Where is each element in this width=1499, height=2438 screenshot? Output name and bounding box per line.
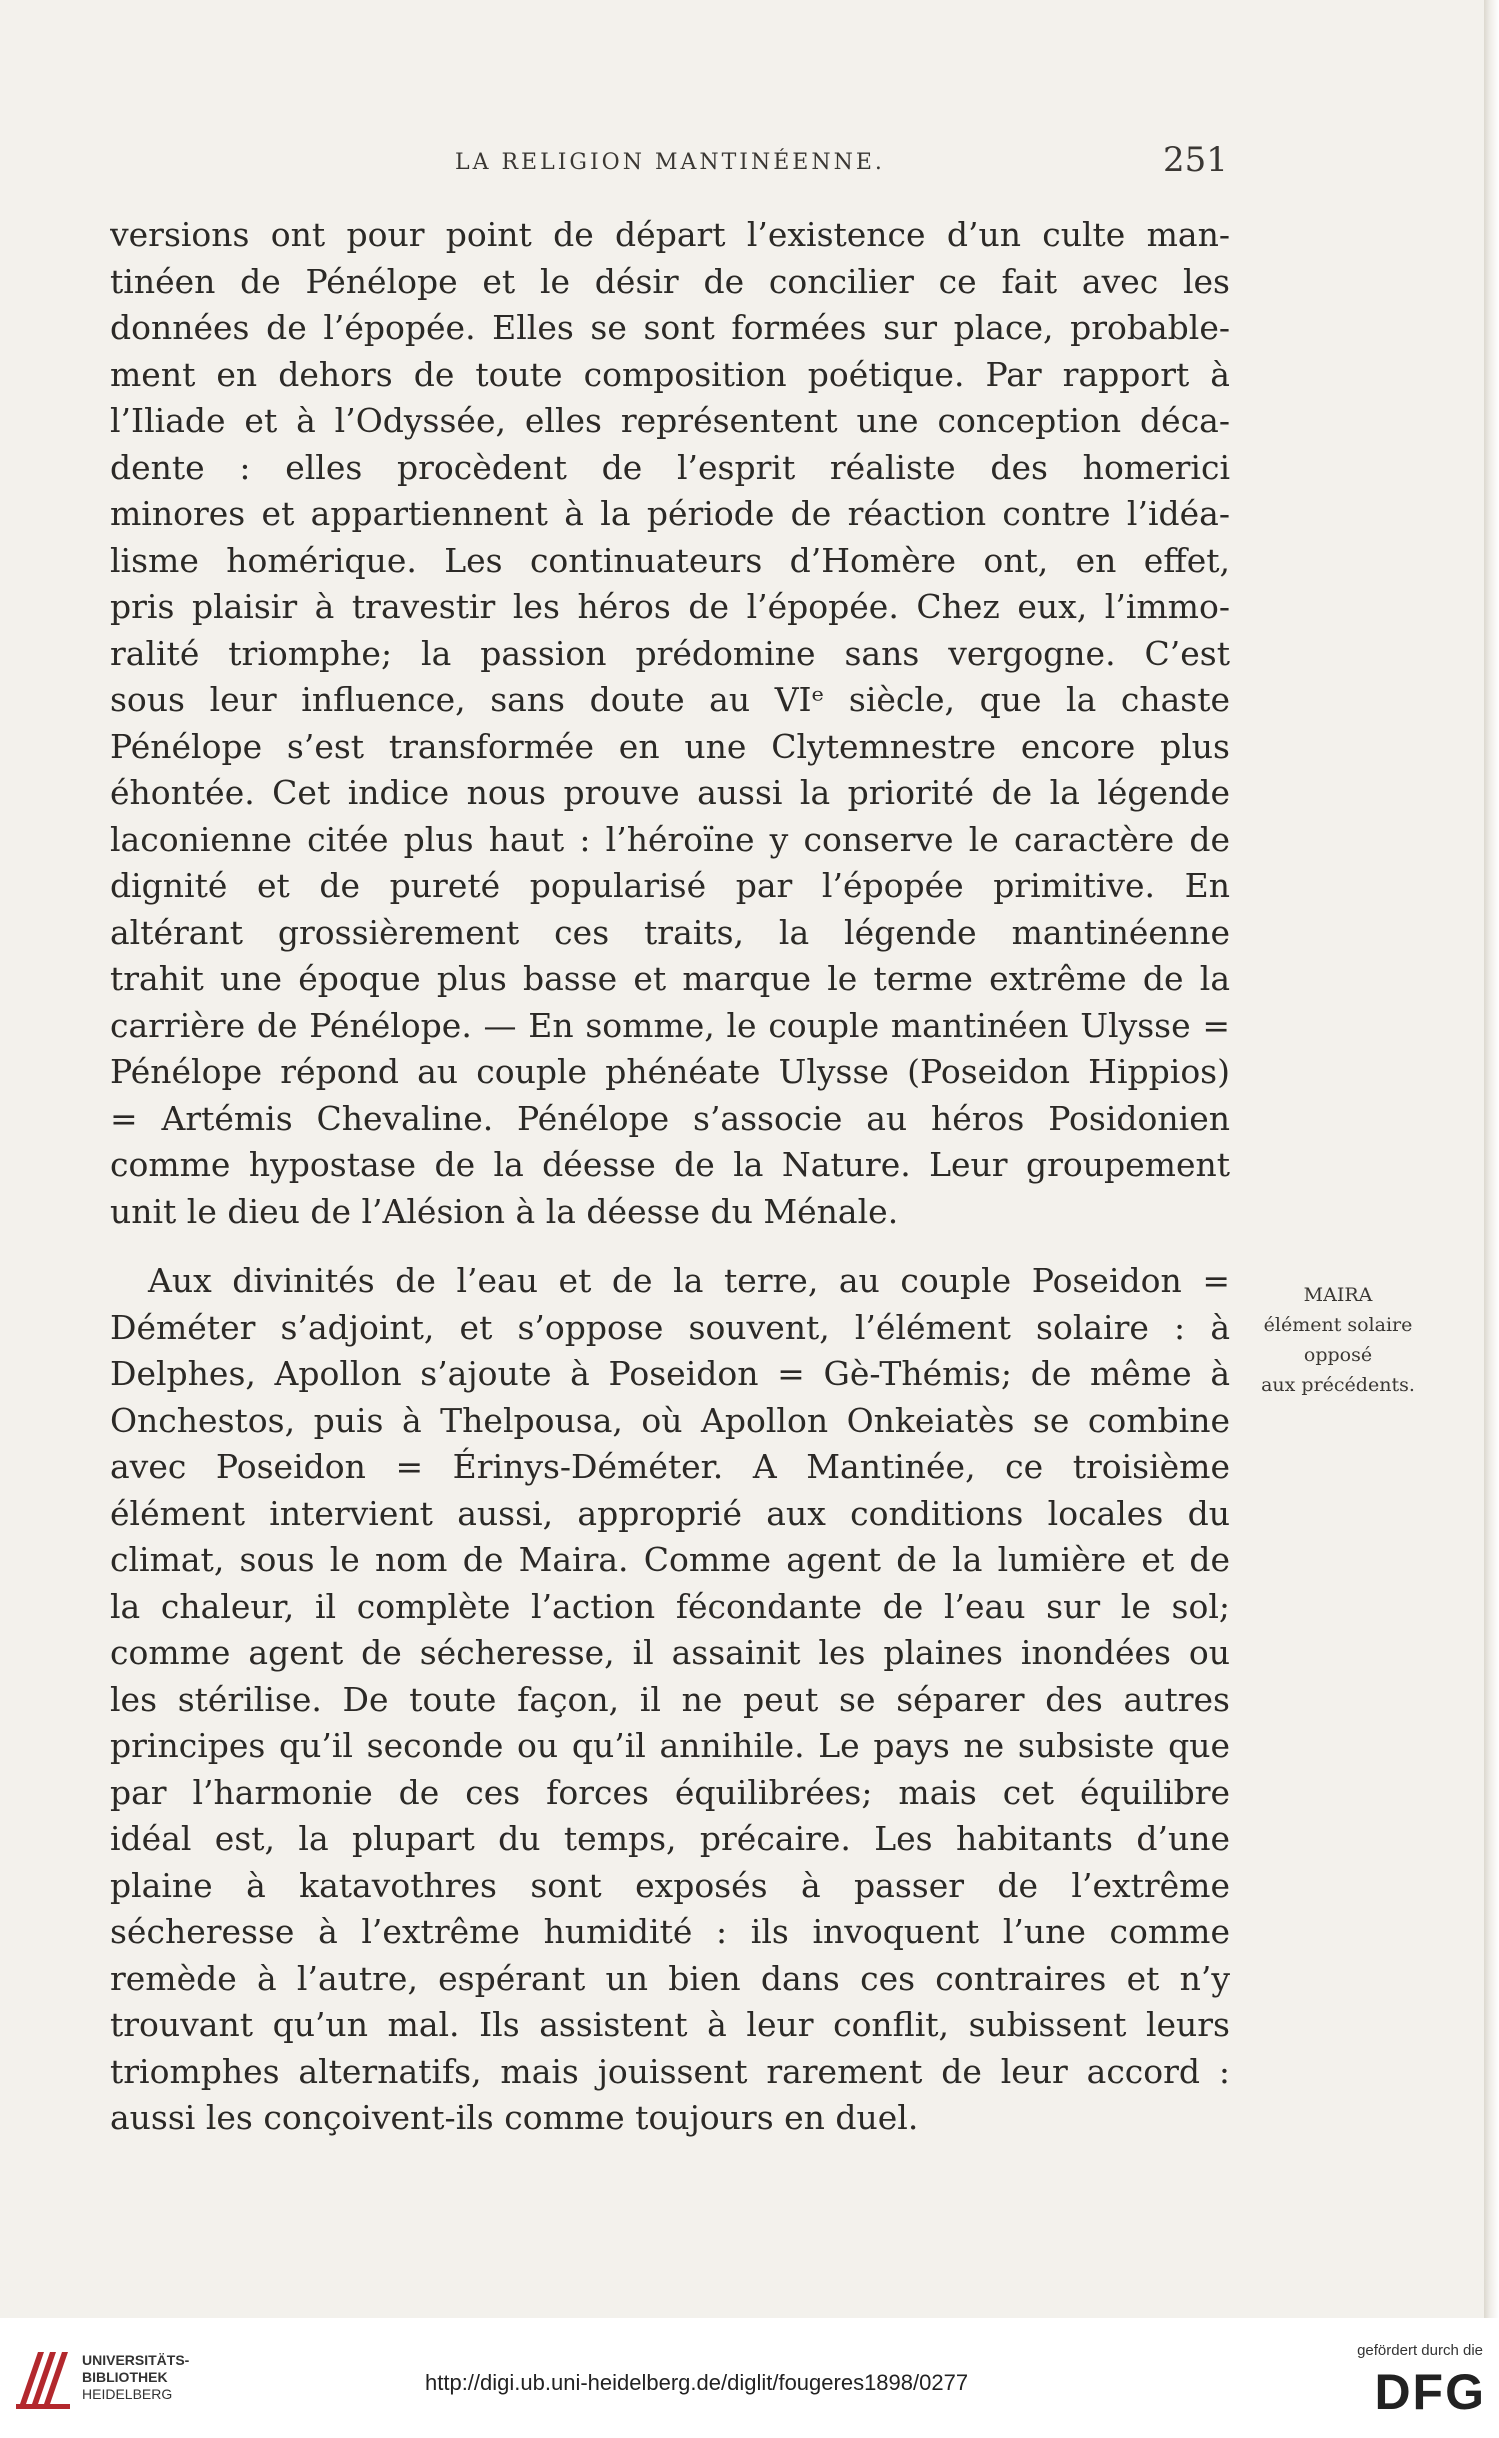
text-line: par l’harmonie de ces forces équilibrées; mais cet équilibre	[110, 1772, 1230, 1812]
text-line: altérant grossièrement ces traits, la légende mantinéenne	[110, 912, 1230, 952]
text-line: plaine à katavothres sont exposés à passer de l’extrême	[110, 1865, 1230, 1905]
library-name-line: HEIDELBERG	[82, 2386, 173, 2402]
text-line: principes qu’il seconde ou qu’il annihile. Le pays ne subsiste que	[110, 1726, 1230, 1765]
text-line: comme agent de sécheresse, il assainit les plaines inondées ou	[110, 1633, 1230, 1672]
text-line: laconienne citée plus haut : l’héroïne y conserve le caractère de	[110, 819, 1230, 859]
text-line: Pénélope s’est transformée en une Clytemnestre encore plus	[110, 726, 1230, 766]
text-line: Pénélope répond au couple phénéate Ulysse (Poseidon Hippios)	[110, 1052, 1230, 1091]
text-line: remède à l’autre, espérant un bien dans ces contraires et n’y	[110, 1958, 1230, 1998]
text-line: l’Iliade et à l’Odyssée, elles représentent une conception déca-	[110, 401, 1230, 440]
text-line: = Artémis Chevaline. Pénélope s’associe au héros Posidonien	[110, 1098, 1230, 1138]
text-line: trahit une époque plus basse et marque le terme extrême de la	[110, 959, 1230, 998]
text-line: données de l’épopée. Elles se sont formées sur place, probable-	[110, 308, 1230, 347]
page-edge	[1484, 0, 1499, 2318]
text-line: Aux divinités de l’eau et de la terre, au couple Poseidon =	[148, 1261, 1230, 1300]
text-line: versions ont pour point de départ l’existence d’un culte man-	[110, 215, 1230, 254]
running-title: LA RELIGION MANTINÉENNE.	[455, 150, 885, 175]
margin-note-line: élément solaire	[1263, 1314, 1413, 1336]
text-line: triomphes alternatifs, mais jouissent rarement de leur accord :	[110, 2051, 1230, 2091]
text-line: climat, sous le nom de Maira. Comme agent de la lumière et de	[110, 1540, 1230, 1579]
page-number: 251	[1163, 140, 1228, 180]
margin-note-line: aux précédents.	[1261, 1374, 1415, 1396]
text-line: Onchestos, puis à Thelpousa, où Apollon Onkeiatès se combine	[110, 1400, 1230, 1440]
text-line: la chaleur, il complète l’action fécondante de l’eau sur le sol;	[110, 1586, 1230, 1626]
margin-note	[1238, 1280, 1438, 1400]
library-name-line: UNIVERSITÄTS-	[82, 2352, 190, 2368]
text-line: tinéen de Pénélope et le désir de concilier ce fait avec les	[110, 261, 1230, 301]
text-line: unit le dieu de l’Alésion à la déesse du Ménale.	[110, 1191, 899, 1231]
paragraph-1	[110, 212, 1230, 1235]
text-line: ment en dehors de toute composition poétique. Par rapport à	[110, 354, 1230, 394]
dfg-logo-icon[interactable]: DFG	[1374, 2364, 1486, 2420]
text-line: pris plaisir à travestir les héros de l’épopée. Chez eux, l’immo-	[110, 587, 1230, 626]
viewer-footer	[0, 2318, 1499, 2438]
text-line: Delphes, Apollon s’ajoute à Poseidon = Gè-Thémis; de même à	[110, 1354, 1230, 1393]
text-line: les stérilise. De toute façon, il ne peut se séparer des autres	[110, 1679, 1230, 1719]
text-line: Déméter s’adjoint, et s’oppose souvent, l’élément solaire : à	[110, 1307, 1230, 1347]
text-line: comme hypostase de la déesse de la Nature. Leur groupement	[110, 1145, 1230, 1184]
university-library-logo-icon	[10, 2344, 72, 2414]
library-name	[82, 2352, 189, 2403]
text-line: minores et appartiennent à la période de réaction contre l’idéa-	[110, 494, 1230, 533]
text-line: ralité triomphe; la passion prédomine sans vergogne. C’est	[110, 633, 1230, 673]
text-line: sécheresse à l’extrême humidité : ils invoquent l’une comme	[110, 1912, 1230, 1951]
text-line: sous leur influence, sans doute au VIᵉ siècle, que la chaste	[110, 680, 1230, 719]
text-line: idéal est, la plupart du temps, précaire. Les habitants d’une	[110, 1819, 1230, 1858]
text-line: élément intervient aussi, approprié aux conditions locales du	[110, 1493, 1230, 1533]
text-line: dignité et de pureté popularisé par l’épopée primitive. En	[110, 866, 1230, 905]
text-line: carrière de Pénélope. — En somme, le couple mantinéen Ulysse =	[110, 1005, 1230, 1045]
text-line: dente : elles procèdent de l’esprit réaliste des homerici	[110, 447, 1230, 487]
library-name-line: BIBLIOTHEK	[82, 2369, 168, 2385]
text-line: lisme homérique. Les continuateurs d’Homère ont, en effet,	[110, 540, 1230, 580]
margin-note-line: opposé	[1303, 1344, 1373, 1366]
source-url-link[interactable]: http://digi.ub.uni-heidelberg.de/diglit/fougeres1898/0277	[425, 2370, 969, 2395]
text-line: avec Poseidon = Érinys-Déméter. A Mantinée, ce troisième	[110, 1447, 1230, 1486]
funding-caption: gefördert durch die	[1357, 2342, 1483, 2359]
text-line: éhontée. Cet indice nous prouve aussi la priorité de la légende	[110, 773, 1230, 812]
text-line: aussi les conçoivent-ils comme toujours en duel.	[110, 2098, 919, 2137]
text-line: trouvant qu’un mal. Ils assistent à leur conflit, subissent leurs	[110, 2005, 1230, 2044]
margin-note-line: MAIRA	[1303, 1284, 1373, 1306]
paragraph-2	[110, 1258, 1230, 2142]
